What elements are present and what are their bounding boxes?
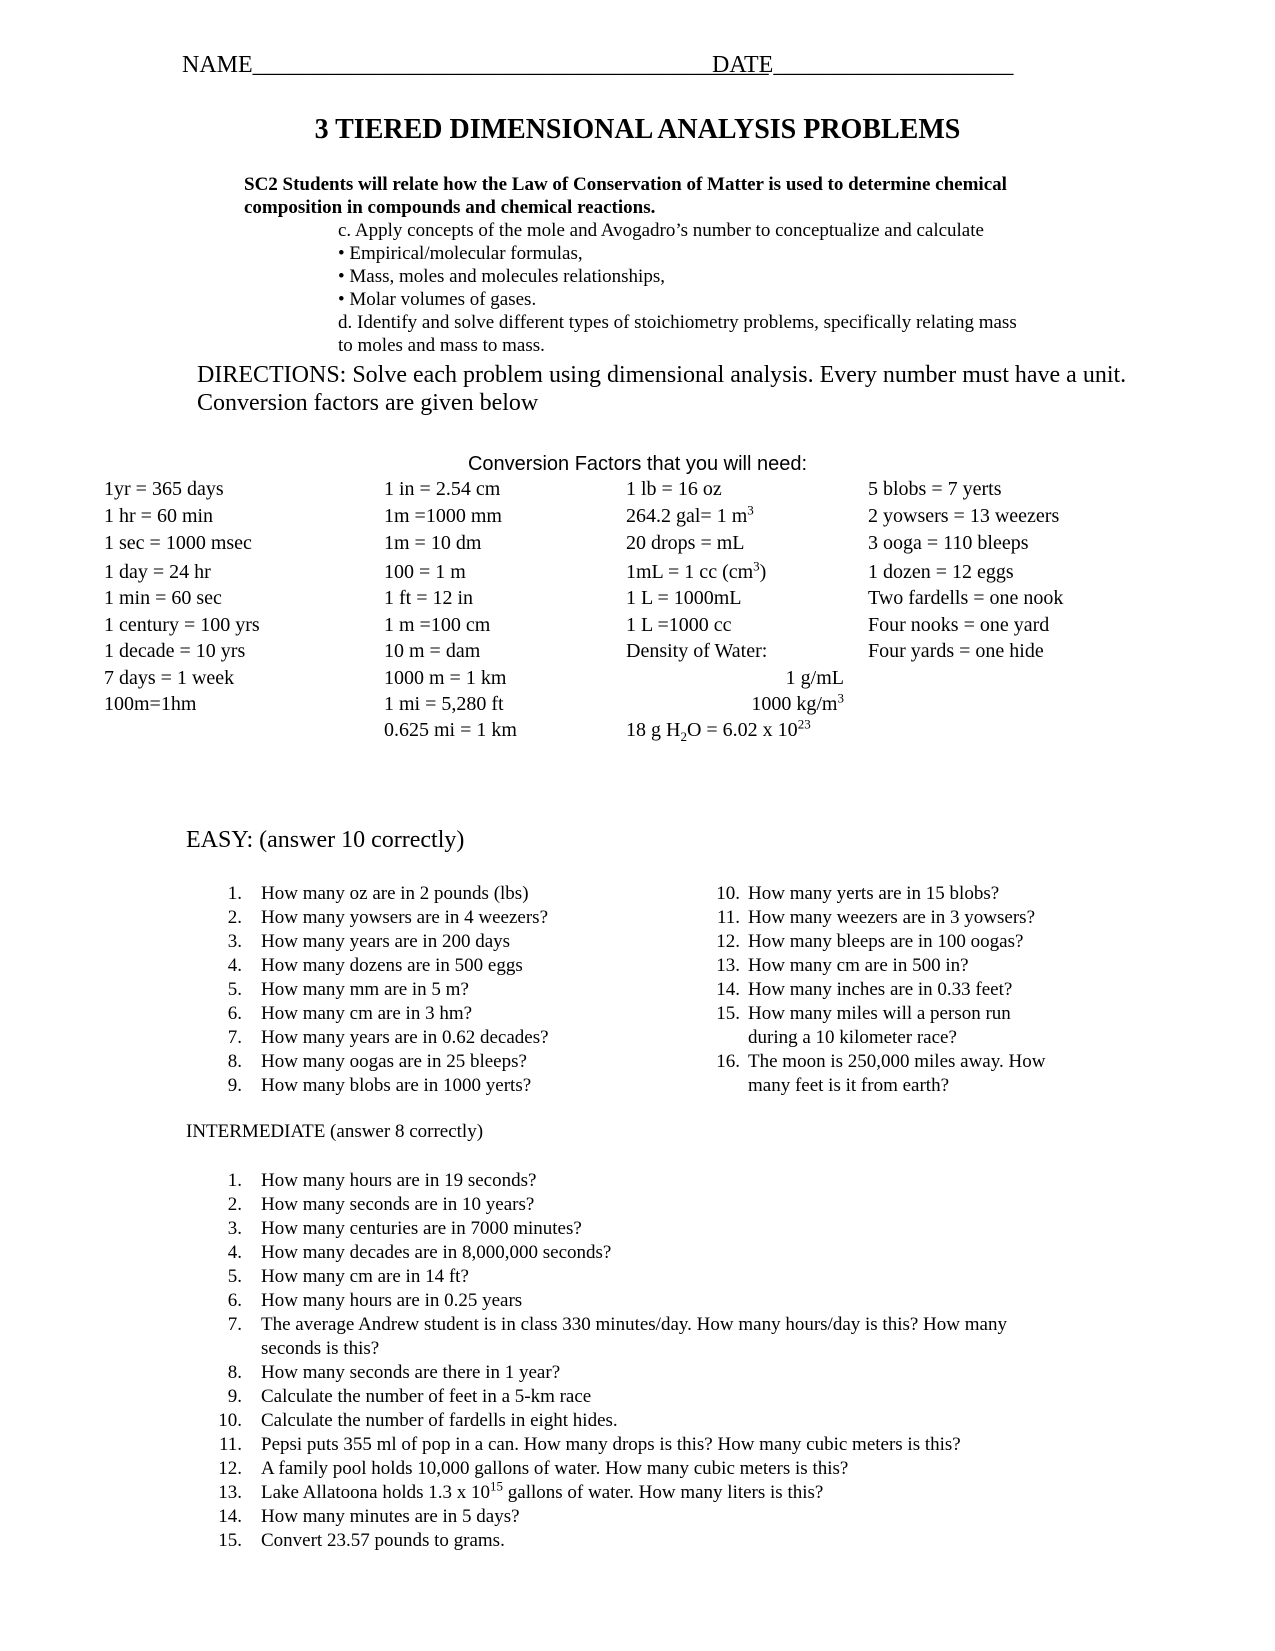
conversion-factor: 1000 m = 1 km — [384, 667, 507, 689]
standard-line-1: SC2 Students will relate how the Law of Conservation of Matter is used to determine chemical — [244, 174, 1007, 195]
conversion-factor: 1yr = 365 days — [104, 478, 224, 500]
conversion-factor: 1 hr = 60 min — [104, 505, 214, 527]
intermediate-heading: INTERMEDIATE (answer 8 correctly) — [186, 1121, 484, 1142]
easy-heading: EASY: (answer 10 correctly) — [186, 827, 465, 853]
standard-line-2: composition in compounds and chemical reactions. — [244, 197, 656, 218]
standard-item: • Molar volumes of gases. — [338, 289, 537, 310]
conversion-factor: 7 days = 1 week — [104, 667, 235, 689]
standard-item: to moles and mass to mass. — [338, 335, 545, 356]
conversion-factor: 1 m =100 cm — [384, 614, 491, 636]
conversion-factor: 0.625 mi = 1 km — [384, 719, 517, 741]
conversion-factor: 1 day = 24 hr — [104, 561, 211, 583]
density-value: 1000 $kg/m^3$ — [751, 690, 844, 715]
conversion-factor: 1 sec = 1000 msec — [104, 532, 252, 554]
standard-item: d. Identify and solve different types of stoichiometry problems, specifically relating mass — [338, 312, 1017, 333]
conversion-factor: 1 in = 2.54 cm — [384, 478, 501, 500]
conversion-factor: 10 m = dam — [384, 640, 481, 662]
mole-factor: 18 g $H_2O = 6.02$ x $10^{23}$ — [626, 716, 811, 744]
conversion-factor: 1 century = 100 yrs — [104, 614, 260, 636]
directions-line-2: Conversion factors are given below — [197, 390, 539, 416]
conversion-factor: Four nooks = one yard — [868, 614, 1050, 636]
conversion-factor: 1m = 10 dm — [384, 532, 482, 554]
standard-item: • Empirical/molecular formulas, — [338, 243, 583, 264]
standard-item: • Mass, moles and molecules relationships, — [338, 266, 665, 287]
conversion-factor: 2 yowsers = 13 weezers — [868, 505, 1060, 527]
density-label: Density of Water: — [626, 640, 768, 662]
conversion-factor: 1 L =1000 cc — [626, 614, 732, 636]
conversion-factor: 20 drops = mL — [626, 532, 745, 554]
conversion-factor: Two fardells = one nook — [868, 587, 1064, 609]
date-field-label: DATE____________________ — [712, 52, 1014, 78]
conversion-factor: 100m=1hm — [104, 693, 197, 715]
name-field-label: NAME___________________________________________ — [182, 52, 769, 78]
page-title: 3 TIERED DIMENSIONAL ANALYSIS PROBLEMS — [314, 114, 961, 145]
conversion-factor: 3 ooga = 110 bleeps — [868, 532, 1029, 554]
conversion-factor: 5 blobs = 7 yerts — [868, 478, 1002, 500]
conversion-factor: 100 = 1 m — [384, 561, 466, 583]
conversion-factor: 1 decade = 10 yrs — [104, 640, 246, 662]
conversion-factor: 1 lb = 16 oz — [626, 478, 722, 500]
conversion-factor: 1 dozen = 12 eggs — [868, 561, 1014, 583]
conversion-heading: Conversion Factors that you will need: — [467, 453, 808, 475]
conversion-factor: 1m =1000 mm — [384, 505, 502, 527]
conversion-factor: 1 min = 60 sec — [104, 587, 222, 609]
directions-line-1: DIRECTIONS: Solve each problem using dimensional analysis. Every number must have a unit. — [197, 362, 1127, 388]
conversion-factor: 264.2 gal= 1 $m^3$ — [626, 502, 754, 527]
conversion-factor: 1 mi = 5,280 ft — [384, 693, 504, 715]
standard-item: c. Apply concepts of the mole and Avogadro’s number to conceptualize and calculate — [338, 220, 984, 241]
conversion-factor: 1 L = 1000mL — [626, 587, 742, 609]
conversion-factor: 1mL = 1 cc $(cm^3)$ — [626, 558, 767, 583]
conversion-factor: 1 ft = 12 in — [384, 587, 474, 609]
density-value: 1 g/mL — [785, 667, 844, 689]
conversion-factor: Four yards = one hide — [868, 640, 1044, 662]
